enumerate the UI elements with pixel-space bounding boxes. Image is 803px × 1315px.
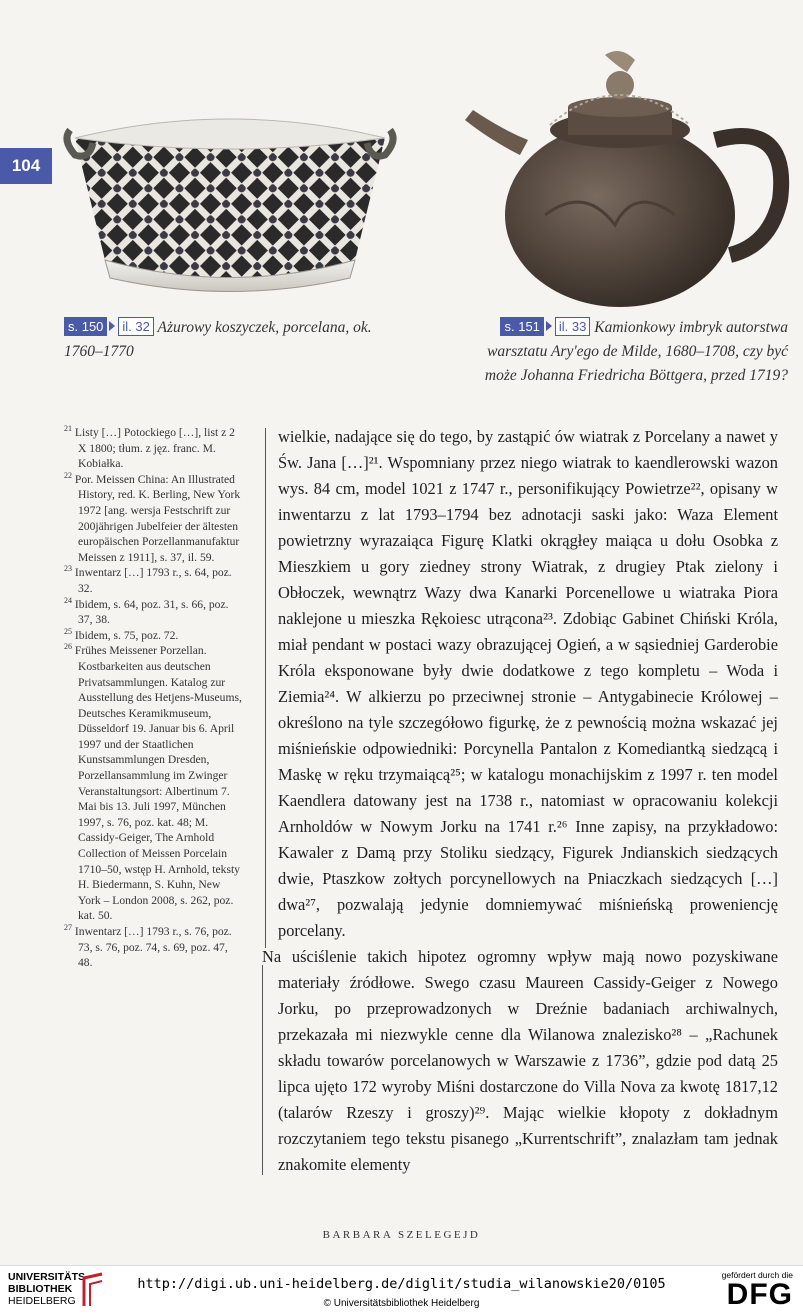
footnote: $^{22}$ Por. Meissen China: An Illustrated History, red. K. Berling, New York 1972 [ang. wersja Festschrift zur 200jährigen Jubelfeier der ältesten europäischen Porzellanmanufaktur Meissen z 1911], s. 37, il. 59. [64,470,241,564]
library-footer [0,1265,803,1315]
illustration-ref-badge[interactable]: il. 32 [118,317,153,336]
library-name: UNIVERSITÄTS- BIBLIOTHEK HEIDELBERG [8,1271,89,1307]
teapot-illustration [450,45,800,310]
dfg-logo: gefördert durch die DFG [721,1270,793,1311]
footnote: $^{24}$ Ibidem, s. 64, poz. 31, s. 66, poz. 37, 38. [64,595,229,627]
arrow-right-icon [546,321,552,331]
margin-rule [262,965,263,1175]
caption-left [64,316,394,364]
footnote: $^{21}$ Listy […] Potockiego […], list z 2 X 1800; tłum. z jęz. franc. M. Kobiałka. [64,424,235,471]
paragraph: wielkie, nadające się do tego, by zastąpić ów wiatrak z Porcelany a nawet y Św. Jana […]²¹. Wspomniany przez niego wiatrak to kaendlerowski wazon wys. 84 cm, model 1021 z 1747 r., personifikujący Powietrze²², opisany w inwentarzu z lat 1793–1794 bez adnotacji saski jako: Waza Element powietrzny wyrazaiąca Figurę Klatki okrągłey maiąca u dołu Osobka z Mieszkiem u gory ziedney strony Wiatrak, z drugiey Ptak zielony i Obłoczek, wewnątrz Wazy dwa Kanarki Porcenellowe u wiatraka Piora naklejone u mieszka Rękoiesc utrącona²³. Zdobiąc Gabinet Chiński Króla, miał pendant w postaci wazy obrazującej Ogień, a w sąsiedniej Garderobie Króla eksponowane były dwie dodatkowe z tego kompletu – Woda i Ziemia²⁴. W alkierzu po przeciwnej stronie – Antygabinecie Królowej – określono na tyle szczegółowo figurkę, że z pewnością można wskazać jej miśnieńskie odpowiedniki: Porcynella Pantalon z Komediantką siedzącą i Maskę w ręku trzymaiącą²⁵; w katalogu monachijskim z 1997 r. ten model Kaendlera datowany jest na 1738 r., natomiast w opracowaniu kolekcji Arnholdów w Nowym Jorku na 1741 r.²⁶ Inne zapisy, na przykładowo: Kawaler z Damą przy Stoliku siedzący, Figurek Jndianskich siedzących dwie, Ptaszkow zołtych porcynellowych na Pniaczkach siedzących […] dwa²⁷, pozwalają jedynie domniemywać miśnieńską proweniencję porcelany. [278,427,778,940]
page-ref-badge[interactable]: s. 150 [64,317,107,336]
caption-text: Kamionkowy imbryk autorstwa warsztatu Ary'ego de Milde, 1680–1708, czy być może Johanna Friedricha Böttgera, przed 1719? [484,319,788,384]
footnote: $^{27}$ Inwentarz […] 1793 r., s. 76, poz. 73, s. 76, poz. 74, s. 69, poz. 47, 48. [64,923,232,970]
page-number: 104 [0,148,52,184]
caption-text: Ażurowy koszyczek, porcelana, ok. 1760–1770 [64,319,372,360]
footnotes [64,425,244,971]
body-text [262,424,778,1178]
running-footer-author: BARBARA SZELEGEJD [322,1229,481,1241]
permalink-url[interactable]: http://digi.ub.uni-heidelberg.de/diglit/studia_wilanowskie20/0105 [137,1276,666,1292]
footnote: $^{23}$ Inwentarz […] 1793 r., s. 64, poz. 32. [64,564,232,595]
basket-illustration [55,90,405,305]
paragraph: Na uściślenie takich hipotez ogromny wpływ mają nowo pozyskiwane materiały źródłowe. Swego czasu Maureen Cassidy-Geiger z Nowego Jorku, po przeprowadzonych w Dreźnie badaniach archiwalnych, przekazała mi niezwykle cenne dla Wilanowa znalezisko²⁸ – „Rachunek składu towarów porcelanowych w Warszawie z 1736”, gdzie pod datą 25 lipca ujęto 172 wyroby Miśni dostarczone do Villa Nova za kwotę 1817,12 (talarów Rzeszy i groszy)²⁹. Mając wielkie kłopoty z dokładnym rozczytaniem tego tekstu pisanego „Kurrentschrift”, znalazłam tam jednak znakomite elementy [262,947,778,1174]
illustration-ref-badge[interactable]: il. 33 [555,317,590,336]
footnote: $^{25}$ Ibidem, s. 75, poz. 72. [64,626,179,642]
caption-right [453,316,788,388]
margin-rule [265,428,266,948]
footnote: $^{26}$ Frühes Meissener Porzellan. Kostbarkeiten aus deutschen Privatsammlungen. Katalog zur Ausstellung des Hetjens-Museums, Deutsches Keramikmuseum, Düsseldorf 19. Januar bis 6. April 1997 und der Staatlichen Kunstsammlungen Dresden, Porzellansammlung im Zwinger Veranstaltungsort: Albertinum 7. Mai bis 13. Juli 1997, München 1997, s. 76, poz. kat. 48; M. Cassidy-Geiger, The Arnhold Collection of Meissen Porcelain 1710–50, wstęp H. Arnhold, teksty H. Biedermann, S. Kuhn, New York – London 2008, s. 262, poz. kat. 50. [64,642,242,923]
copyright: © Universitätsbibliothek Heidelberg [323,1298,480,1309]
page-ref-badge[interactable]: s. 151 [500,317,543,336]
arrow-right-icon [109,321,115,331]
